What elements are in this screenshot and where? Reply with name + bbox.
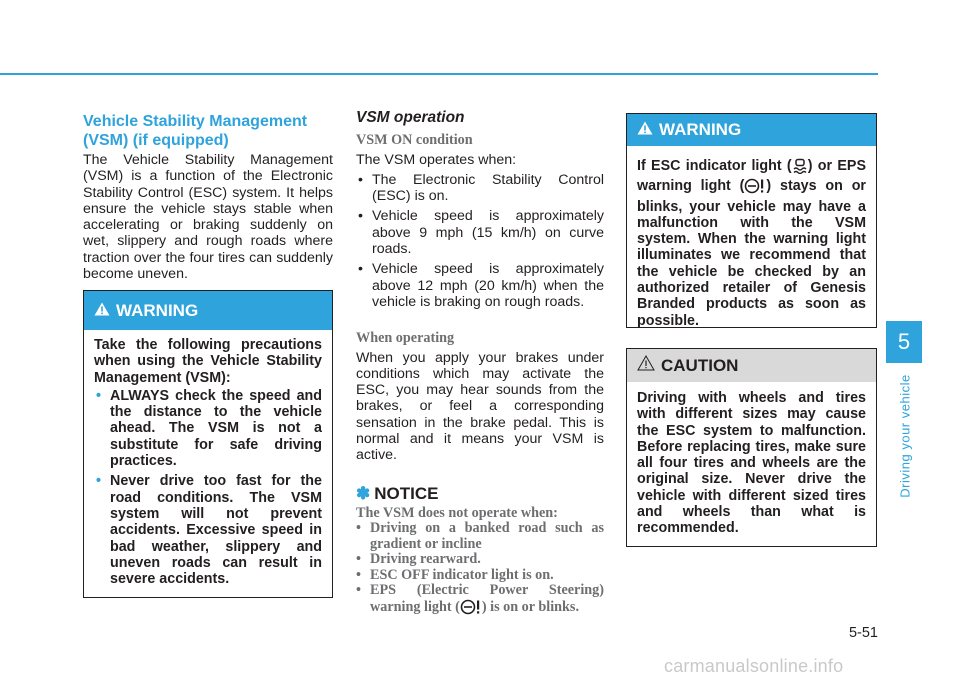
- notice-list: [356, 521, 604, 619]
- operation-title: VSM operation: [356, 109, 465, 126]
- notice-intro: The VSM does not operate when:: [356, 504, 558, 521]
- list-item: • The Electronic Stability Control (ESC) is on.: [358, 171, 604, 205]
- notice-title: [356, 483, 604, 503]
- when-operating-title: When operating: [356, 330, 455, 347]
- on-condition-list: [356, 172, 604, 310]
- warning-text: If ESC indicator light ( ) or EPS warning light ( ) stays on or blinks, your vehicle may have a malfunction with the VSM system. When the warning light illuminates we recommend that the vehicle be checked by an authorized retailer of Genesis Branded products as soon as possible.: [637, 158, 866, 329]
- list-item: • Vehicle speed is approximately above 12 mph (20 km/h) when the vehicle is braking on rough roads.: [358, 261, 604, 310]
- esc-indicator-icon: [792, 158, 808, 178]
- list-item: • Vehicle speed is approximately above 9 mph (15 km/h) on curve roads.: [358, 208, 604, 258]
- section-intro: The Vehicle Stability Management (VSM) is a function of the Electronic Stability Control (ESC) system. It helps ensure the vehicle stays stable when accelerating or braking suddenly on wet, slippery and rough roads where traction over the four tires can suddenly become uneven.: [83, 152, 333, 283]
- list-item: • Never drive too fast for the road conditions. The VSM system will not prevent accidents. Excessive speed in bad weather, slippery and uneven roads can result in severe accidents.: [96, 473, 322, 588]
- caution-box: [626, 348, 877, 547]
- vsm-operation-column: [356, 110, 604, 619]
- section-title: Vehicle Stability Management (VSM) (if equipped): [83, 113, 308, 149]
- notice-mark: ✽: [356, 483, 371, 503]
- caution-label: CAUTION: [661, 355, 739, 375]
- watermark: carmanualsonline.info: [664, 656, 844, 676]
- notice-label: NOTICE: [374, 483, 439, 503]
- warning-box-vsm: [83, 290, 333, 598]
- top-rule: [0, 73, 878, 75]
- list-item: • Driving on a banked road such as gradient or incline: [356, 520, 604, 552]
- when-operating-text: When you apply your brakes under conditions which may activate the ESC, you may hear sounds from the brakes, or feel a corresponding sensation in the brake pedal. This is normal and it means your VSM is active.: [356, 349, 604, 464]
- warning-triangle-icon: [637, 120, 653, 140]
- warning-label: WARNING: [116, 300, 199, 320]
- caution-text: Driving with wheels and tires with different sizes may cause the ESC system to malfunction. Before replacing tires, make sure all four tires and wheels are the original size. Never drive the vehicle with different sized tires and wheels than what is recommended.: [637, 390, 866, 537]
- on-condition-title: VSM ON condition: [356, 132, 473, 149]
- list-item: • ESC OFF indicator light is on.: [356, 566, 554, 583]
- chapter-number: 5: [886, 321, 922, 363]
- warning-list: [94, 388, 322, 588]
- list-item: • Driving rearward.: [356, 551, 481, 568]
- caution-triangle-icon: [637, 355, 655, 376]
- list-item: • EPS (Electric Power Steering) warning light ( ) is on or blinks.: [356, 583, 604, 619]
- warning-intro: Take the following precautions when using the Vehicle Stability Management (VSM):: [94, 337, 322, 386]
- warning-label: WARNING: [659, 120, 742, 139]
- caution-header: [627, 349, 876, 382]
- warning-header: [627, 114, 876, 146]
- list-item: • ALWAYS check the speed and the distance to the vehicle ahead. The VSM is not a substitute for safe driving practices.: [96, 387, 322, 470]
- eps-warning-icon: [744, 178, 766, 198]
- page-number: 5-51: [848, 625, 878, 641]
- on-condition-intro: The VSM operates when:: [356, 151, 517, 168]
- warning-header: [84, 291, 332, 330]
- warning-triangle-icon: [94, 301, 110, 321]
- eps-warning-icon: [460, 599, 482, 620]
- chapter-label: Driving your vehicle: [897, 374, 913, 498]
- warning-box-esc: [626, 113, 877, 328]
